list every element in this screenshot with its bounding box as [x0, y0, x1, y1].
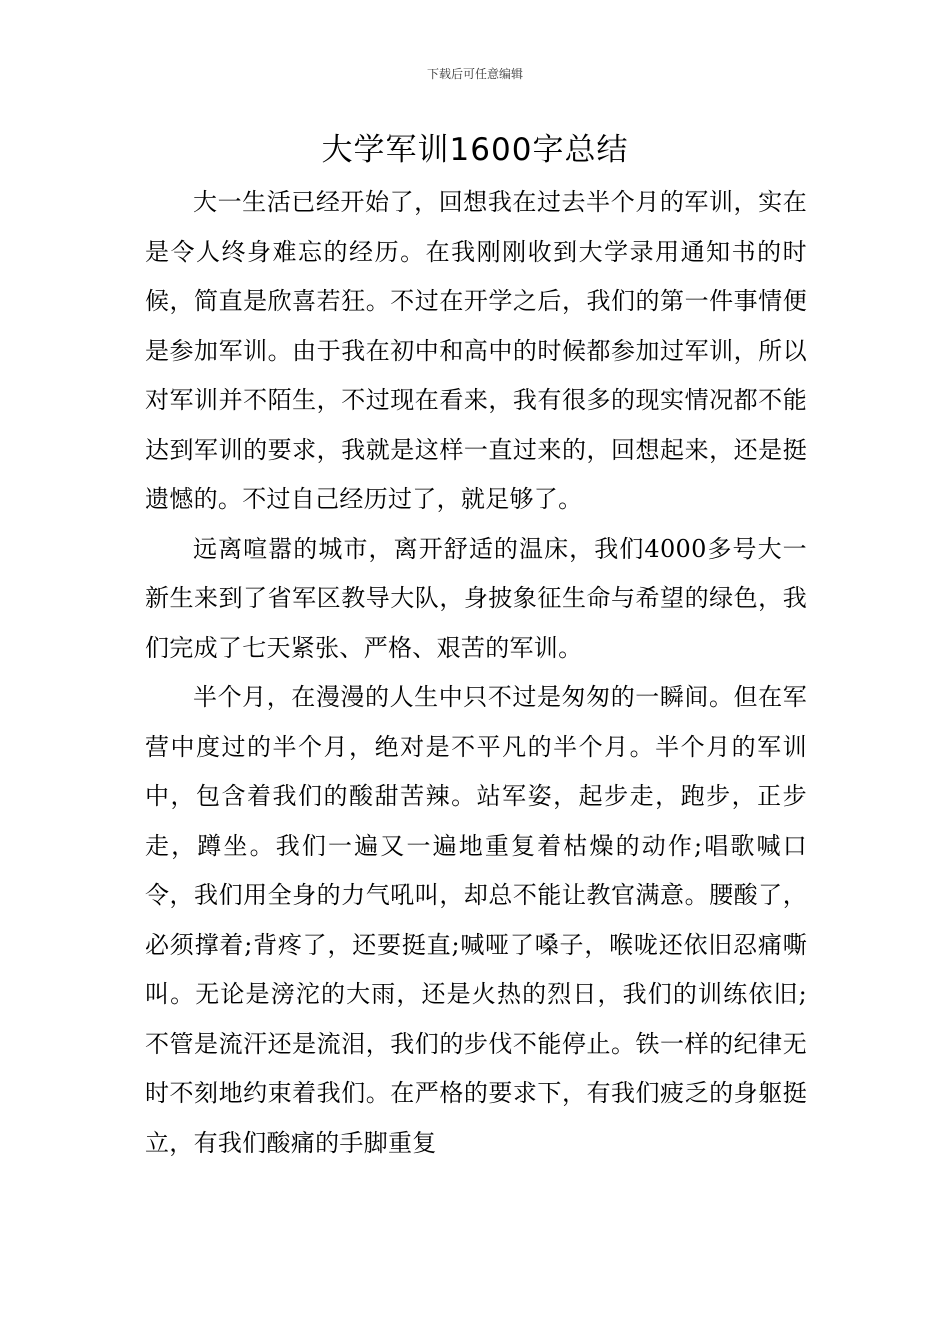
paragraph-3: 半个月，在漫漫的人生中只不过是匆匆的一瞬间。但在军营中度过的半个月，绝对是不平凡的半个月。半个月的军训中，包含着我们的酸甜苦辣。站军姿，起步走，跑步，正步走，蹲坐。我们一遍又一遍地重复着枯燥的动作;唱歌喊口令，我们用全身的力气吼叫，却总不能让教官满意。腰酸了，必须撑着;背疼了，还要挺直;喊哑了嗓子，喉咙还依旧忍痛嘶叫。无论是滂沱的大雨，还是火热的烈日，我们的训练依旧;不管是流汗还是流泪，我们的步伐不能停止。铁一样的纪律无时不刻地约束着我们。在严格的要求下，有我们疲乏的身躯挺立，有我们酸痛的手脚重复	[145, 683, 807, 1157]
document-title: 大学军训1600字总结	[321, 132, 629, 168]
paragraph-1: 大一生活已经开始了，回想我在过去半个月的军训，实在是令人终身难忘的经历。在我刚刚收到大学录用通知书的时候，简直是欣喜若狂。不过在开学之后，我们的第一件事情便是参加军训。由于我在初中和高中的时候都参加过军训，所以对军训并不陌生，不过现在看来，我有很多的现实情况都不能达到军训的要求，我就是这样一直过来的，回想起来，还是挺遗憾的。不过自己经历过了，就足够了。	[145, 188, 807, 513]
document-body	[145, 178, 807, 1168]
header-note: 下载后可任意编辑	[426, 67, 523, 81]
paragraph-2: 远离喧嚣的城市，离开舒适的温床，我们4000多号大一新生来到了省军区教导大队，身披象征生命与希望的绿色，我们完成了七天紧张、严格、艰苦的军训。	[145, 534, 807, 662]
